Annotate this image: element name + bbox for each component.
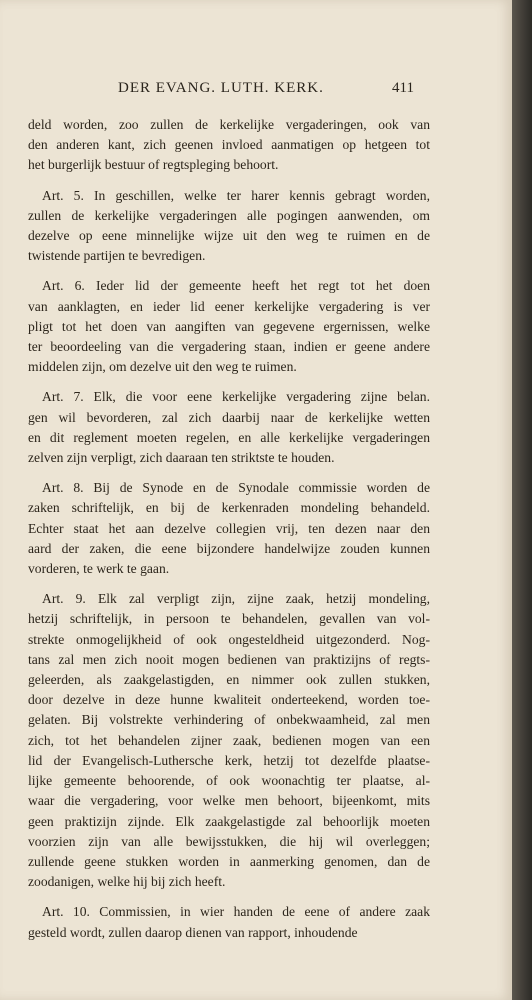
text-line: geleerden, als zaakgelastigden, en nimmer ook zullen stukken,	[28, 672, 430, 688]
text-line: zoodanigen, welke hij bij zich heeft.	[28, 874, 226, 890]
text-line: Art. 10. Commissien, in wier handen de eene of andere zaak	[42, 904, 430, 920]
text-line: zich, tot het behandelen zijner zaak, bedienen mogen van een	[28, 732, 430, 748]
text-line: twistende partijen te bevredigen.	[28, 248, 206, 264]
body-text	[28, 115, 430, 953]
text-line: deld worden, zoo zullen de kerkelijke vergaderingen, ook van	[28, 117, 430, 132]
text-line: zullen de kerkelijke vergaderingen alle pogingen aanwenden, om	[28, 207, 430, 223]
text-line: geen praktizijn zijnde. Elk zaakgelastigde zal behoorlijk moeten	[28, 813, 430, 829]
text-line: zullende geene stukken worden in aanmerking genomen, dan de	[28, 853, 430, 869]
text-line: hetzij schriftelijk, in persoon te behandelen, gevallen van vol-	[28, 611, 430, 627]
text-line: pligt tot het doen van aangiften van gegevene ergernissen, welke	[28, 318, 430, 334]
text-line: aard der zaken, die eene bijzondere handelwijze zouden kunnen	[28, 540, 430, 556]
text-line: voorzien zijn van alle bewijsstukken, die hij wil overleggen;	[28, 833, 430, 849]
paragraph	[28, 186, 430, 267]
text-line: gen wil bevorderen, zal zich daarbij naar de kerkelijke wetten	[28, 409, 430, 425]
running-head: DER EVANG. LUTH. KERK.	[118, 80, 324, 96]
text-line: Art. 6. Ieder lid der gemeente heeft het regt tot het doen	[42, 278, 430, 294]
text-line: Art. 5. In geschillen, welke ter harer kennis gebragt worden,	[42, 187, 430, 203]
text-line: door dezelve in deze hunne kwaliteit onderteekend, worden toe-	[28, 692, 430, 708]
paragraph	[28, 902, 430, 942]
text-line: strekte onmogelijkheid of ook ongesteldheid uitgezonderd. Nog-	[28, 631, 430, 647]
text-line: Art. 7. Elk, die voor eene kerkelijke vergadering zijne belan.	[42, 389, 430, 405]
text-line: gelaten. Bij volstrekte verhindering of onbekwaamheid, zal men	[28, 712, 430, 728]
text-line: zaken schriftelijk, en bij de kerkenraden mondeling behandeld.	[28, 500, 430, 516]
text-line: zelven zijn verpligt, zich daaraan ten striktste te houden.	[28, 450, 335, 466]
text-line: waar die vergadering, voor welke men behoort, bijeenkomt, mits	[28, 793, 430, 809]
text-line: vorderen, te werk te gaan.	[28, 561, 170, 577]
paragraph	[28, 478, 430, 579]
paragraph	[28, 589, 430, 892]
book-edge	[512, 0, 532, 1000]
text-line: dezelve op eene minnelijke wijze uit den weg te ruimen en de	[28, 228, 430, 244]
paragraph	[28, 387, 430, 468]
text-line: Art. 8. Bij de Synode en de Synodale commissie worden de	[42, 480, 430, 496]
text-line: lid der Evangelisch-Luthersche kerk, hetzij tot dezelfde plaatse-	[28, 752, 430, 768]
paragraph	[28, 276, 430, 377]
text-line: ter beoordeeling van die vergadering staan, indien er geene andere	[28, 339, 430, 355]
text-line: lijke gemeente behoorende, of ook woonachtig ter plaatse, al-	[28, 773, 430, 789]
text-line: van aanklagten, en ieder lid eener kerkelijke vergadering is ver	[28, 298, 430, 314]
text-line: het burgerlijk bestuur of regtspleging behoort.	[28, 157, 279, 173]
text-line: Art. 9. Elk zal verpligt zijn, zijne zaak, hetzij mondeling,	[42, 591, 430, 607]
text-line: den anderen kant, zich geenen invloed aanmatigen op hetgeen tot	[28, 137, 430, 153]
text-line: Echter staat het aan dezelve collegien vrij, ten dezen naar den	[28, 520, 430, 536]
text-line: en dit reglement moeten regelen, en alle kerkelijke vergaderingen	[28, 429, 430, 445]
page-number: 411	[392, 80, 414, 96]
text-line: tans zal men zich nooit mogen bedienen van praktizijns of regts-	[28, 651, 430, 667]
paragraph	[28, 115, 430, 176]
text-line: middelen zijn, om dezelve uit den weg te ruimen.	[28, 359, 297, 375]
text-line: gesteld wordt, zullen daarop dienen van rapport, inhoudende	[28, 924, 358, 940]
